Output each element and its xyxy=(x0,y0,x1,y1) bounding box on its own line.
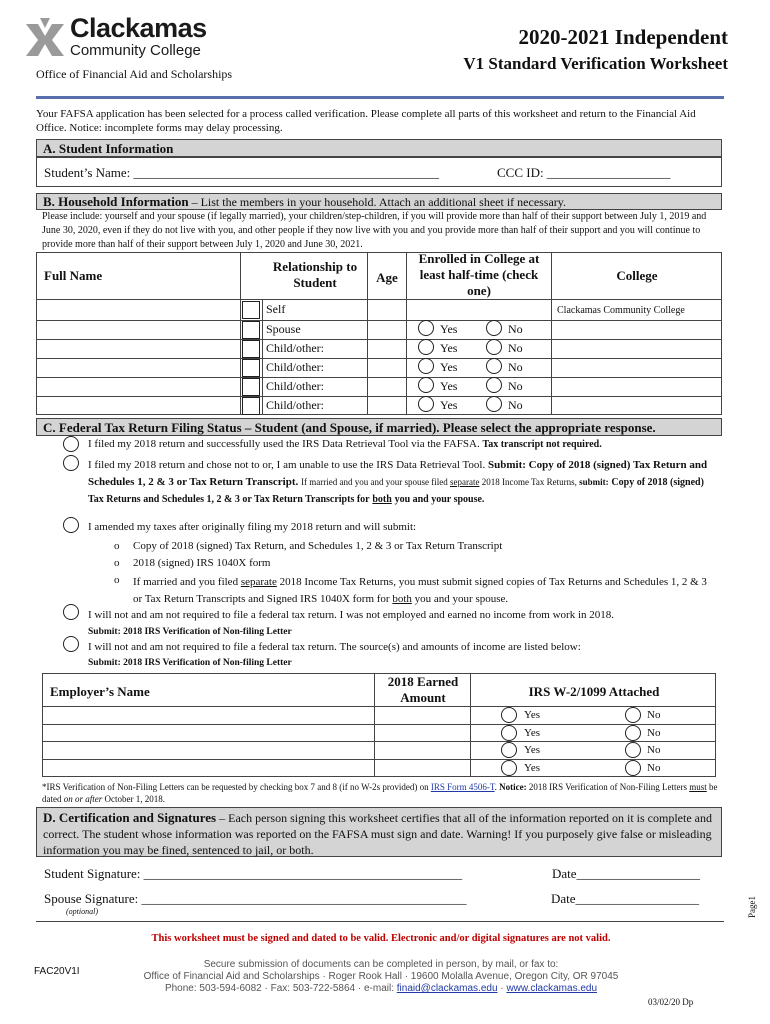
filing-option-2-submit: Submit: Copy of 2018 (signed) Tax Return and Schedules 1, 2 & 3 or Tax Return Transcript. xyxy=(88,459,708,488)
footnote-notice: Notice: xyxy=(499,782,527,792)
ccc-id-field[interactable]: CCC ID: ___________________ xyxy=(497,165,671,180)
w2-yes-radio[interactable] xyxy=(501,742,517,758)
filing-option-2-text: I filed my 2018 return and chose not to or, I am unable to use the IRS Data Retrieval Tool. xyxy=(88,459,486,471)
footnote-on-after: on or after xyxy=(63,794,103,804)
bullet-marker: o xyxy=(114,557,120,569)
email-link[interactable]: finaid@clackamas.edu xyxy=(396,983,498,994)
amended-item-2: 2018 (signed) IRS 1040X form xyxy=(133,557,271,569)
filing-option-2-married: If married and you and your spouse filed xyxy=(301,477,448,487)
enrolled-no-label: No xyxy=(508,398,523,412)
enrolled-yes-label: Yes xyxy=(440,341,458,355)
amended-item-3-body: 2018 Income Tax Returns, you must submit signed copies of Tax Returns and Schedules 1, 2 & 3 or Tax Return Transcripts and Signed IRS 1040X form for xyxy=(133,576,707,605)
filing-option-2-separate: separate xyxy=(449,477,480,487)
intro-text: Your FAFSA application has been selected for a process called verification. Please complete all parts of this worksheet and return to the Financial Aid Office. Notice: incomplete forms may delay processing. xyxy=(36,108,696,134)
filing-option-2-returns: 2018 Income Tax Returns, xyxy=(481,477,577,487)
member-checkbox[interactable] xyxy=(242,321,260,339)
filing-option-2-both: both xyxy=(372,494,392,505)
section-d-text: – Each person signing this worksheet certifies that all of the information reported on it is complete and correct. The student whose information was reported on the FAFSA must sign and date. Warning! If you purposely give false or misleading information you may be fined, sentenced to jail, or both. xyxy=(43,811,712,857)
col-employer: Employer’s Name xyxy=(50,684,150,699)
filing-option-2 xyxy=(88,457,718,508)
amended-item-3-text: If married and you filed xyxy=(133,576,239,588)
enrolled-no-label: No xyxy=(508,341,523,355)
w2-no-radio[interactable] xyxy=(625,742,641,758)
household-instructions: Please include: yourself and your spouse (if legally married), your children/step-children, if you will provide more than half of their support between July 1, 2019 and June 30, 2020, even if they do not live with you, and other people if they now live with you and you provide more than half of their support and you will continue to provide more than half of their support between July 1, 2020 and June 30, 2021. xyxy=(42,211,707,250)
amended-item-3-both: both xyxy=(392,593,412,605)
member-checkbox[interactable] xyxy=(242,378,260,396)
filing-option-radio[interactable] xyxy=(63,455,79,471)
filing-option-4: I will not and am not required to file a federal tax return. I was not employed and earned no income from work in 2018. xyxy=(88,609,615,621)
member-checkbox[interactable] xyxy=(242,340,260,358)
non-filing-footnote xyxy=(42,781,722,805)
student-name-field[interactable]: Student’s Name: _______________________________________________ xyxy=(44,165,440,180)
student-date-field[interactable]: Date___________________ xyxy=(552,866,701,881)
student-signature-field[interactable]: Student Signature: _________________________________________________ xyxy=(44,866,463,881)
amended-item-3-separate: separate xyxy=(240,576,277,588)
member-checkbox[interactable] xyxy=(242,301,260,319)
college-cell: Clackamas Community College xyxy=(557,305,685,316)
enrolled-yes-radio[interactable] xyxy=(418,339,434,355)
filing-option-radio[interactable] xyxy=(63,517,79,533)
col-college: College xyxy=(616,268,658,283)
logo xyxy=(22,14,222,66)
w2-no-label: No xyxy=(647,727,661,739)
w2-yes-label: Yes xyxy=(524,709,541,721)
relationship-cell: Child/other: xyxy=(266,360,324,374)
irs-form-link[interactable]: IRS Form 4506-T xyxy=(430,782,495,792)
w2-no-radio[interactable] xyxy=(625,725,641,741)
filing-option-2-spouse: you and your spouse. xyxy=(394,494,485,505)
col-enrolled: Enrolled in College at least half-time (check one) xyxy=(418,251,540,298)
relationship-cell: Child/other: xyxy=(266,341,324,355)
enrolled-yes-label: Yes xyxy=(440,379,458,393)
enrolled-no-radio[interactable] xyxy=(486,358,502,374)
footnote-must: must xyxy=(689,782,707,792)
enrolled-no-radio[interactable] xyxy=(486,377,502,393)
office-name: Office of Financial Aid and Scholarships xyxy=(36,67,233,81)
footer-line-2: Office of Financial Aid and Scholarships · Roger Rook Hall · 19600 Molalla Avenue, Oregon City, OR 97045 xyxy=(143,971,619,982)
filing-option-3: I amended my taxes after originally filing my 2018 return and will submit: xyxy=(88,521,417,533)
col-relationship: Relationship to Student xyxy=(272,259,358,290)
w2-no-radio[interactable] xyxy=(625,760,641,776)
section-b-title-suffix: – List the members in your household. Attach an additional sheet if necessary. xyxy=(188,195,567,209)
relationship-cell: Spouse xyxy=(266,322,301,336)
filing-option-radio[interactable] xyxy=(63,604,79,620)
header-rule xyxy=(36,96,724,99)
enrolled-no-label: No xyxy=(508,379,523,393)
section-c-title: C. Federal Tax Return Filing Status – Student (and Spouse, if married). Please select the appropriate response. xyxy=(36,418,722,436)
enrolled-no-label: No xyxy=(508,322,523,336)
footnote-date: October 1, 2018. xyxy=(104,794,166,804)
member-checkbox[interactable] xyxy=(242,359,260,377)
section-d-box xyxy=(36,807,722,857)
footer-line-3 xyxy=(36,983,726,994)
enrolled-yes-radio[interactable] xyxy=(418,320,434,336)
relationship-cell: Child/other: xyxy=(266,398,324,412)
enrolled-yes-radio[interactable] xyxy=(418,396,434,412)
footnote-text: *IRS Verification of Non-Filing Letters can be requested by checking box 7 and 8 (if no W-2s provided) on xyxy=(42,782,429,792)
website-link[interactable]: www.clackamas.edu xyxy=(506,983,598,994)
enrolled-no-label: No xyxy=(508,360,523,374)
relationship-cell: Self xyxy=(266,302,286,316)
member-checkbox[interactable] xyxy=(242,397,260,415)
footer-line-1: Secure submission of documents can be completed in person, by mail, or fax to: xyxy=(203,959,559,970)
w2-yes-radio[interactable] xyxy=(501,725,517,741)
logo-subname: Community College xyxy=(70,42,201,59)
bullet-marker: o xyxy=(114,540,120,552)
section-b-title xyxy=(36,193,722,210)
filing-option-5-submit: Submit: 2018 IRS Verification of Non-filing Letter xyxy=(88,658,292,668)
section-d-rule xyxy=(36,921,724,922)
spouse-date-field[interactable]: Date___________________ xyxy=(551,891,700,906)
enrolled-no-radio[interactable] xyxy=(486,339,502,355)
col-earned-amount: 2018 Earned Amount xyxy=(387,674,459,705)
w2-yes-label: Yes xyxy=(524,762,541,774)
col-w2-attached: IRS W-2/1099 Attached xyxy=(528,684,660,699)
relationship-cell: Child/other: xyxy=(266,379,324,393)
w2-no-radio[interactable] xyxy=(625,707,641,723)
enrolled-no-radio[interactable] xyxy=(486,396,502,412)
w2-no-label: No xyxy=(647,762,661,774)
enrolled-no-radio[interactable] xyxy=(486,320,502,336)
w2-no-label: No xyxy=(647,744,661,756)
filing-option-4-submit: Submit: 2018 IRS Verification of Non-filing Letter xyxy=(88,627,292,637)
col-age: Age xyxy=(376,270,398,285)
footnote-letters: 2018 IRS Verification of Non-Filing Letters xyxy=(528,782,687,792)
footnote-period: . xyxy=(494,782,497,792)
w2-yes-radio[interactable] xyxy=(501,760,517,776)
optional-note: (optional) xyxy=(66,907,98,916)
enrolled-yes-label: Yes xyxy=(440,398,458,412)
enrolled-yes-label: Yes xyxy=(440,322,458,336)
w2-yes-label: Yes xyxy=(524,727,541,739)
filing-option-1 xyxy=(88,438,602,450)
enrolled-yes-label: Yes xyxy=(440,360,458,374)
filing-option-2-submit-label: submit: xyxy=(579,477,609,487)
filing-option-radio[interactable] xyxy=(63,436,79,452)
amended-item-3-end: you and your spouse. xyxy=(414,593,509,605)
footnote-dated: be dated xyxy=(42,782,718,804)
footer-contact: Phone: 503-594-6082 · Fax: 503-722-5864 · e-mail: xyxy=(164,983,394,994)
page-number: Page1 xyxy=(747,896,757,918)
enrolled-yes-radio[interactable] xyxy=(418,377,434,393)
form-code: FAC20V1I xyxy=(34,966,80,977)
signature-warning: This worksheet must be signed and dated to be valid. Electronic and/or digital signatures are not valid. xyxy=(151,933,611,944)
w2-yes-radio[interactable] xyxy=(501,707,517,723)
logo-name: Clackamas xyxy=(70,13,207,43)
filing-option-radio[interactable] xyxy=(63,636,79,652)
section-d-title: D. Certification and Signatures xyxy=(43,810,217,825)
section-b-title-text: B. Household Information xyxy=(43,194,189,209)
col-full-name: Full Name xyxy=(44,268,103,283)
bullet-marker: o xyxy=(114,574,120,586)
amended-item-1: Copy of 2018 (signed) Tax Return, and Schedules 1, 2 & 3 or Tax Return Transcript xyxy=(133,540,503,552)
enrolled-yes-radio[interactable] xyxy=(418,358,434,374)
filing-option-5: I will not and am not required to file a federal tax return. The source(s) and amounts of income are listed below: xyxy=(88,641,581,653)
page-subtitle: V1 Standard Verification Worksheet xyxy=(463,54,728,73)
revision-date: 03/02/20 Dp xyxy=(648,997,694,1007)
footer-separator: · xyxy=(500,983,504,994)
section-a-title: A. Student Information xyxy=(36,139,722,157)
ccc-logo-icon xyxy=(22,16,68,62)
w2-no-label: No xyxy=(647,709,661,721)
filing-option-2-copy: Copy of 2018 (signed) Tax Returns and Schedules 1, 2 & 3 or Tax Return Transcripts for xyxy=(88,477,704,505)
filing-option-1-note: Tax transcript not required. xyxy=(482,439,602,450)
spouse-signature-field[interactable]: Spouse Signature: __________________________________________________ xyxy=(44,891,467,906)
page-title: 2020-2021 Independent xyxy=(518,25,728,49)
amended-item-3 xyxy=(133,574,718,608)
w2-yes-label: Yes xyxy=(524,744,541,756)
filing-option-1-text: I filed my 2018 return and successfully used the IRS Data Retrieval Tool via the FAFSA. xyxy=(88,438,480,450)
